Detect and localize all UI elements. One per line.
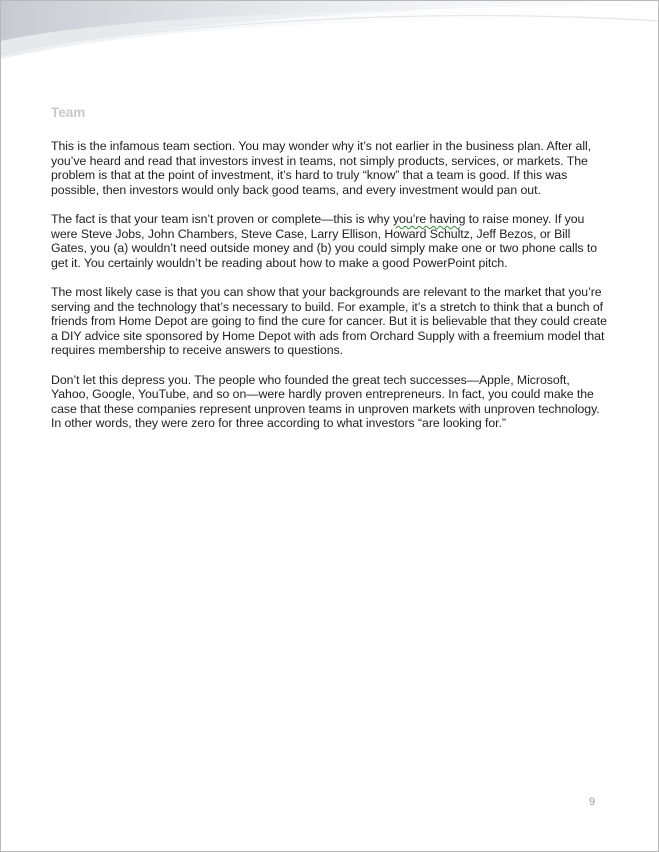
header-swoosh-decoration [1, 1, 658, 71]
paragraph-2-text-start: The fact is that your team isn’t proven or complete—this is why [51, 211, 393, 226]
paragraph-1: This is the infamous team section. You may wonder why it’s not earlier in the business plan. After all, you’ve heard and read that investors invest in teams, not simply products, services, or markets. The problem is that at the point of investment, it’s hard to truly “know” that a team is good. If this was possible, then investors would only back good teams, and every investment would pan out. [51, 139, 592, 197]
paragraph-2 [51, 212, 609, 270]
page-body [51, 104, 609, 445]
page-number: 9 [589, 796, 596, 808]
grammar-flagged-phrase[interactable]: you’re having [392, 211, 466, 226]
paragraph-3: The most likely case is that you can show that your backgrounds are relevant to the market that you’re serving and the technology that’s necessary to build. For example, it’s a stretch to think that a bunch of friends from Home Depot are going to find the cure for cancer. But it is believable that they could create a DIY advice site sponsored by Home Depot with ads from Orchard Supply with a freemium model that requires membership to receive answers to questions. [51, 284, 607, 358]
section-heading: Team [51, 105, 86, 120]
paragraph-2-text-end: to raise money. If you were Steve Jobs, John Chambers, Steve Case, Larry Ellison, Howard Schultz, Jeff Bezos, or Bill Gates, you (a) wouldn’t need outside money and (b) you could simply make one or two phone calls to get it. You certainly wouldn’t be reading about how to make a good PowerPoint pitch. [51, 211, 598, 270]
paragraph-4: Don’t let this depress you. The people who founded the great tech successes—Apple, Microsoft, Yahoo, Google, YouTube, and so on—were hardly proven entrepreneurs. In fact, you could make the case that these companies represent unproven teams in unproven markets with unproven technology. In other words, they were zero for three according to what investors “are looking for.” [51, 372, 600, 431]
